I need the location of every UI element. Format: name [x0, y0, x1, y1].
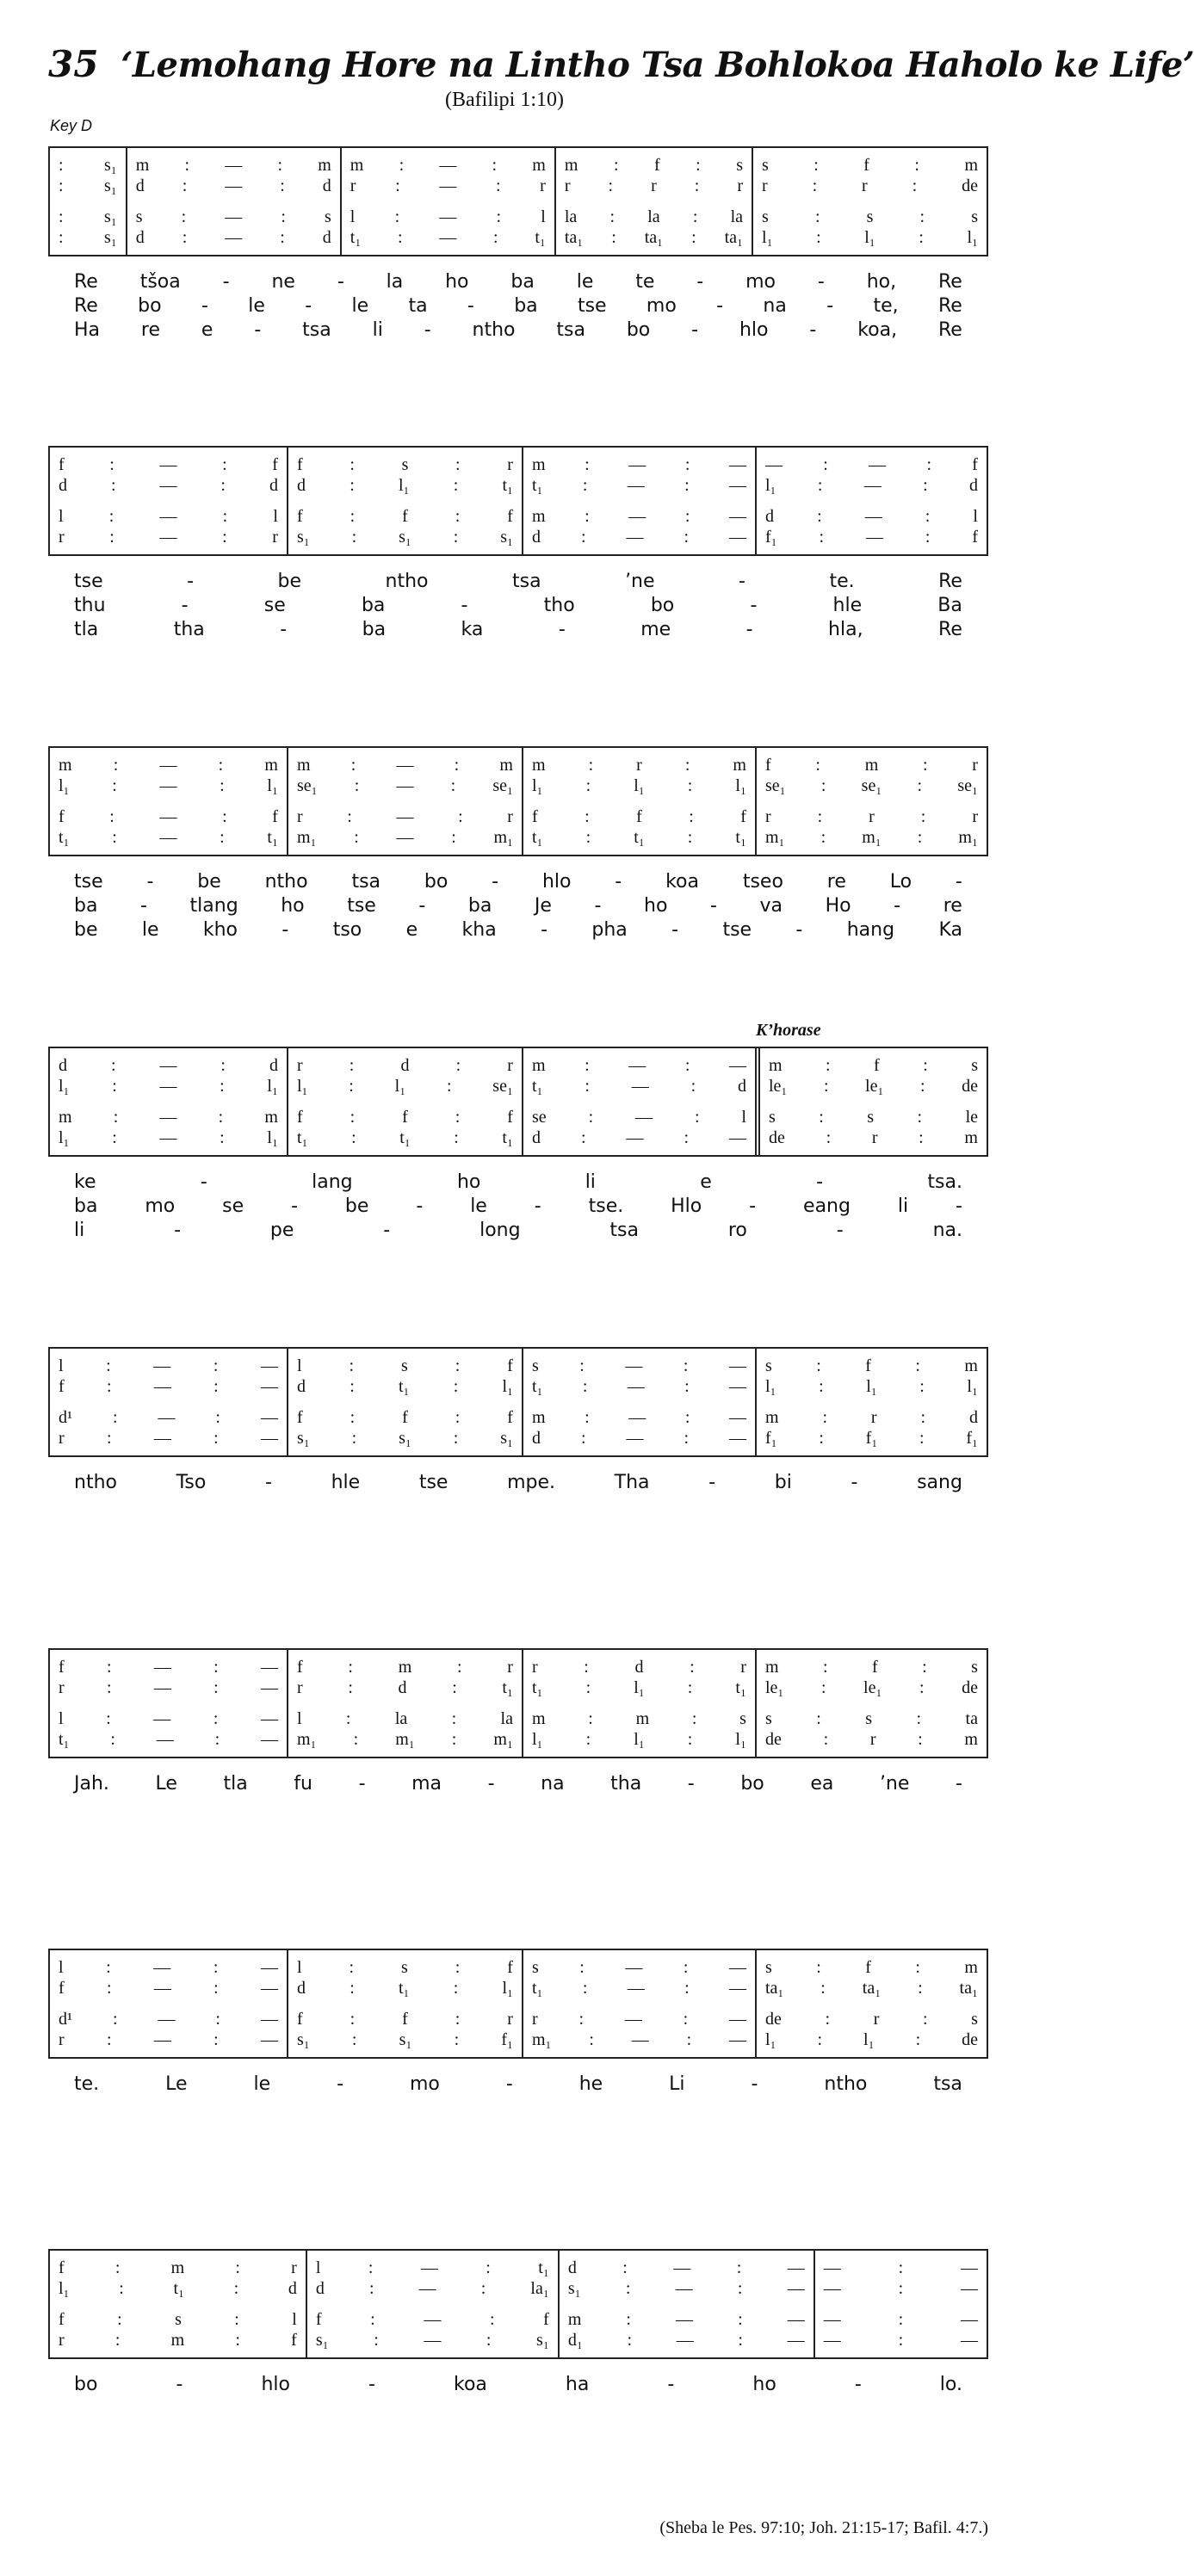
voice-line: r : r : r [764, 807, 978, 826]
voice-line: m : — : — [531, 507, 746, 526]
voice-line: m₁ : — : — [531, 2030, 746, 2049]
lyric-line: te. Le le - mo - he Li - ntho tsa [74, 2073, 962, 2095]
voice-line: — : — [823, 2310, 978, 2329]
voice-line: — : — [823, 2279, 978, 2298]
voice-line: m : — : — [531, 455, 746, 474]
voice-line: r : — : — [59, 1429, 278, 1448]
voice-line: f : — : f [59, 807, 278, 826]
voice-line: l : s : f [296, 1356, 513, 1375]
voice-line: f : — : — [59, 1377, 278, 1396]
measure-cell [755, 1650, 987, 1757]
voice-line: l₁ : — : l₁ [59, 1128, 278, 1147]
measure-cell [287, 1048, 522, 1155]
measure-cell [814, 2251, 987, 2357]
hymn-title: ‘Lemohang Hore na Lintho Tsa Bohlokoa Haholo ke Life’ [121, 45, 1194, 85]
voice-line: r : — : — [531, 2010, 746, 2029]
voice-line: l : — : l [350, 207, 546, 226]
voice-line: f : — : f [315, 2310, 549, 2329]
system-6 [48, 1648, 988, 1796]
voice-line: d : — : d [135, 228, 331, 247]
chorus-label: K’horase [756, 1021, 821, 1040]
system-8 [48, 2249, 988, 2397]
measure-cell [126, 148, 340, 255]
voice-line: se₁ : se₁ : se₁ [764, 776, 978, 795]
lyric-line: tla tha - ba ka - me - hla, Re [74, 619, 962, 640]
voice-line: m₁ : m₁ : m₁ [296, 1730, 513, 1749]
voice-line: s₁ : s₁ : f₁ [296, 2030, 513, 2049]
voice-line: f : f : f [296, 1408, 513, 1427]
voice-line: t₁ : — : t₁ [59, 828, 278, 847]
sol-fa-staff [48, 1047, 988, 1157]
voice-line: t₁ : l₁ : t₁ [531, 1678, 746, 1697]
voice-line: m : r : m [531, 756, 746, 775]
voice-line: de : r : s [764, 2010, 978, 2029]
voice-line: le₁ : le₁ : de [764, 1678, 978, 1697]
voice-line: m : — : m [59, 756, 278, 775]
voice-line: r : r : r [564, 176, 744, 195]
system-1 [48, 146, 988, 343]
voice-line: m : f : s [564, 156, 744, 175]
voice-line: s : — : — [531, 1958, 746, 1977]
voice-line: t₁ : — : d [531, 1077, 746, 1096]
voice-line: — : — [823, 2331, 978, 2350]
lyrics-block [48, 2373, 988, 2397]
voice-line: f : — : — [59, 1979, 278, 1998]
system-5 [48, 1347, 988, 1495]
sol-fa-staff [48, 746, 988, 856]
key-signature: Key D [50, 117, 93, 134]
measure-cell [50, 748, 287, 855]
lyric-line: tse - be ntho tsa ’ne - te. Re [74, 571, 962, 592]
voice-line: d₁ : — : — [567, 2331, 805, 2350]
voice-line: d : l₁ : t₁ [296, 476, 513, 495]
voice-line: s : f : m [764, 1958, 978, 1977]
voice-line: l : — : l [59, 507, 278, 526]
voice-line: d : — : — [531, 1128, 746, 1147]
voice-line: f : — : — [59, 1658, 278, 1677]
lyrics-block [48, 2073, 988, 2097]
voice-line: de : r : m [768, 1128, 978, 1147]
voice-line: f : m : r [764, 756, 978, 775]
voice-line: d : — : d [59, 1056, 278, 1075]
lyric-line: ke - lang ho li e - tsa. [74, 1171, 962, 1193]
title-row [48, 43, 1194, 85]
voice-line: r : — : r [296, 807, 513, 826]
voice-line: de : r : m [764, 1730, 978, 1749]
voice-line: — : — : f [764, 455, 978, 474]
voice-line: f : f : f [296, 507, 513, 526]
voice-line: — : — [823, 2258, 978, 2277]
measure-cell [287, 1650, 522, 1757]
voice-line: d : — : la₁ [315, 2279, 549, 2298]
voice-line: d : — : — [531, 528, 746, 547]
measure-cell [522, 1349, 755, 1455]
measure-cell [752, 148, 987, 255]
voice-line: : s₁ [59, 207, 117, 226]
lyrics-block [48, 270, 988, 343]
voice-line: r : d : r [296, 1056, 513, 1075]
hymn-subtitle: (Bafilipi 1:10) [445, 89, 564, 111]
measure-cell [306, 2251, 558, 2357]
voice-line: t₁ : — : — [531, 1979, 746, 1998]
sol-fa-staff [48, 446, 988, 556]
voice-line: l₁ : l₁ : se₁ [296, 1077, 513, 1096]
hymn-number: 35 [48, 43, 99, 85]
sol-fa-staff [48, 1949, 988, 2059]
voice-line: : s₁ [59, 228, 117, 247]
measure-cell [755, 1349, 987, 1455]
voice-line: m : r : d [764, 1408, 978, 1427]
lyric-line: ntho Tso - hle tse mpe. Tha - bi - sang [74, 1472, 962, 1493]
measure-cell [755, 448, 987, 554]
voice-line: t₁ : — : — [531, 1377, 746, 1396]
voice-line: s : s : ta [764, 1709, 978, 1728]
hymn-header [48, 43, 1194, 155]
voice-line: f : f : f [531, 807, 746, 826]
lyrics-block [48, 1772, 988, 1796]
system-4 [48, 1047, 988, 1243]
voice-line: d : t₁ : l₁ [296, 1377, 513, 1396]
lyric-line: bo - hlo - koa ha - ho - lo. [74, 2374, 962, 2395]
sol-fa-staff [48, 146, 988, 256]
measure-cell [50, 1650, 287, 1757]
voice-line: l₁ : — : d [764, 476, 978, 495]
measure-cell [755, 748, 987, 855]
voice-line: m₁ : — : m₁ [296, 828, 513, 847]
measure-cell [287, 748, 522, 855]
voice-line: se₁ : — : se₁ [296, 776, 513, 795]
voice-line: l₁ : — : l₁ [59, 1077, 278, 1096]
voice-line: t₁ : — : — [59, 1730, 278, 1749]
voice-line: f₁ : — : f [764, 528, 978, 547]
voice-line: d¹ : — : — [59, 1408, 278, 1427]
voice-line: m : — : — [531, 1056, 746, 1075]
measure-cell [340, 148, 554, 255]
measure-cell [287, 448, 522, 554]
voice-line: r : d : t₁ [296, 1678, 513, 1697]
voice-line: d : — : d [59, 476, 278, 495]
voice-line: d : — : d [135, 176, 331, 195]
lyrics-block [48, 570, 988, 642]
voice-line: s₁ : — : — [567, 2279, 805, 2298]
voice-line: m : — : m [59, 1108, 278, 1127]
lyric-line: tse - be ntho tsa bo - hlo - koa tseo re Lo - [74, 871, 962, 893]
lyric-line: thu - se ba - tho bo - hle Ba [74, 595, 962, 616]
voice-line: l₁ : l₁ : l₁ [531, 1730, 746, 1749]
voice-line: d : t₁ : l₁ [296, 1979, 513, 1998]
measure-cell [50, 1349, 287, 1455]
voice-line: : s₁ [59, 156, 117, 175]
measure-cell [522, 1650, 755, 1757]
scripture-references: (Sheba le Pes. 97:10; Joh. 21:15-17; Bafil. 4:7.) [659, 2518, 988, 2537]
voice-line: r : — : r [350, 176, 546, 195]
voice-line: f : — : f [59, 455, 278, 474]
voice-line: l₁ : l₁ : l₁ [764, 1377, 978, 1396]
measure-cell [522, 748, 755, 855]
voice-line: t₁ : t₁ : t₁ [296, 1128, 513, 1147]
voice-line: d : — : — [531, 1429, 746, 1448]
measure-cell [755, 1048, 987, 1155]
voice-line: f : s : r [296, 455, 513, 474]
voice-line: s : s : le [768, 1108, 979, 1127]
voice-line: la : la : la [564, 207, 743, 226]
voice-line: m : m : s [531, 1709, 746, 1728]
voice-line: l : — : — [59, 1709, 278, 1728]
voice-line: m : f : s [768, 1056, 979, 1075]
voice-line: l : — : t₁ [315, 2258, 549, 2277]
voice-line: d¹ : — : — [59, 2010, 278, 2029]
voice-line: f : f : r [296, 2010, 513, 2029]
voice-line: s : f : m [764, 1356, 978, 1375]
measure-cell [522, 1048, 755, 1155]
voice-line: ta₁ : ta₁ : ta₁ [564, 228, 744, 247]
measure-cell [522, 448, 755, 554]
measure-cell [50, 448, 287, 554]
lyric-line: be le kho - tso e kha - pha - tse - hang Ka [74, 919, 962, 941]
system-7 [48, 1949, 988, 2097]
voice-line: r : — : r [59, 528, 278, 547]
voice-line: s₁ : s₁ : s₁ [296, 528, 513, 547]
system-2 [48, 446, 988, 642]
measure-cell [50, 1048, 287, 1155]
voice-line: l₁ : l₁ : l₁ [762, 228, 978, 247]
voice-line: l : — : — [59, 1356, 278, 1375]
voice-line: r : r : de [762, 176, 978, 195]
voice-line: r : — : — [59, 1678, 278, 1697]
measure-cell [50, 2251, 306, 2357]
sol-fa-staff [48, 1347, 988, 1457]
lyric-line: Ha re e - tsa li - ntho tsa bo - hlo - koa, Re [74, 319, 962, 341]
voice-line: l₁ : — : l₁ [59, 776, 278, 795]
lyric-line: li - pe - long tsa ro - na. [74, 1220, 962, 1241]
lyrics-block [48, 1171, 988, 1243]
voice-line: f : s : l [59, 2310, 297, 2329]
voice-line: m : — : m [350, 156, 546, 175]
measure-cell [522, 1950, 755, 2057]
voice-line: r : m : f [59, 2331, 297, 2350]
voice-line: m : — : — [531, 1408, 746, 1427]
voice-line: l : s : f [296, 1958, 513, 1977]
voice-line: f : m : r [296, 1658, 513, 1677]
voice-line: t₁ : — : — [531, 476, 746, 495]
voice-line: s : — : s [135, 207, 331, 226]
measure-cell [554, 148, 752, 255]
voice-line: t₁ : — : t₁ [350, 228, 546, 247]
voice-line: s : f : m [762, 156, 978, 175]
voice-line: l : — : — [59, 1958, 278, 1977]
voice-line: m₁ : m₁ : m₁ [764, 828, 978, 847]
sol-fa-staff [48, 2249, 988, 2359]
measure-cell [287, 1349, 522, 1455]
voice-line: l₁ : l₁ : de [764, 2030, 978, 2049]
measure-cell [558, 2251, 814, 2357]
voice-line: l₁ : l₁ : l₁ [531, 776, 746, 795]
voice-line: r : d : r [531, 1658, 746, 1677]
lyric-line: Jah. Le tla fu - ma - na tha - bo ea ’ne - [74, 1773, 962, 1795]
voice-line: m : f : s [764, 1658, 978, 1677]
voice-line: d : — : — [567, 2258, 805, 2277]
voice-line: s₁ : — : s₁ [315, 2331, 549, 2350]
voice-line: le₁ : le₁ : de [768, 1077, 978, 1096]
measure-cell [755, 1950, 987, 2057]
voice-line: m : — : m [135, 156, 331, 175]
voice-line: ta₁ : ta₁ : ta₁ [764, 1979, 978, 1998]
voice-line: m : — : m [296, 756, 513, 775]
voice-line: l : la : la [296, 1709, 513, 1728]
lyrics-block [48, 1471, 988, 1495]
lyric-line: ba - tlang ho tse - ba Je - ho - va Ho - re [74, 895, 962, 917]
sol-fa-staff [48, 1648, 988, 1758]
measure-cell [50, 1950, 287, 2057]
voice-line: d : — : l [764, 507, 978, 526]
lyrics-block [48, 870, 988, 942]
voice-line: se : — : l [531, 1108, 746, 1127]
voice-line: s : s : s [762, 207, 978, 226]
voice-line: l₁ : t₁ : d [59, 2279, 297, 2298]
lyric-line: Re tšoa - ne - la ho ba le te - mo - ho, Re [74, 271, 962, 293]
voice-line: m : — : — [567, 2310, 805, 2329]
voice-line: : s₁ [59, 176, 117, 195]
system-3 [48, 746, 988, 942]
voice-line: r : — : — [59, 2030, 278, 2049]
voice-line: f : m : r [59, 2258, 297, 2277]
measure-cell [287, 1950, 522, 2057]
lyric-line: ba mo se - be - le - tse. Hlo - eang li - [74, 1195, 962, 1217]
measure-cell [50, 148, 126, 255]
lyric-line: Re bo - le - le ta - ba tse mo - na - te, Re [74, 295, 962, 317]
voice-line: f : f : f [296, 1108, 513, 1127]
voice-line: s₁ : s₁ : s₁ [296, 1429, 513, 1448]
voice-line: f₁ : f₁ : f₁ [764, 1429, 978, 1448]
voice-line: t₁ : t₁ : t₁ [531, 828, 746, 847]
voice-line: s : — : — [531, 1356, 746, 1375]
